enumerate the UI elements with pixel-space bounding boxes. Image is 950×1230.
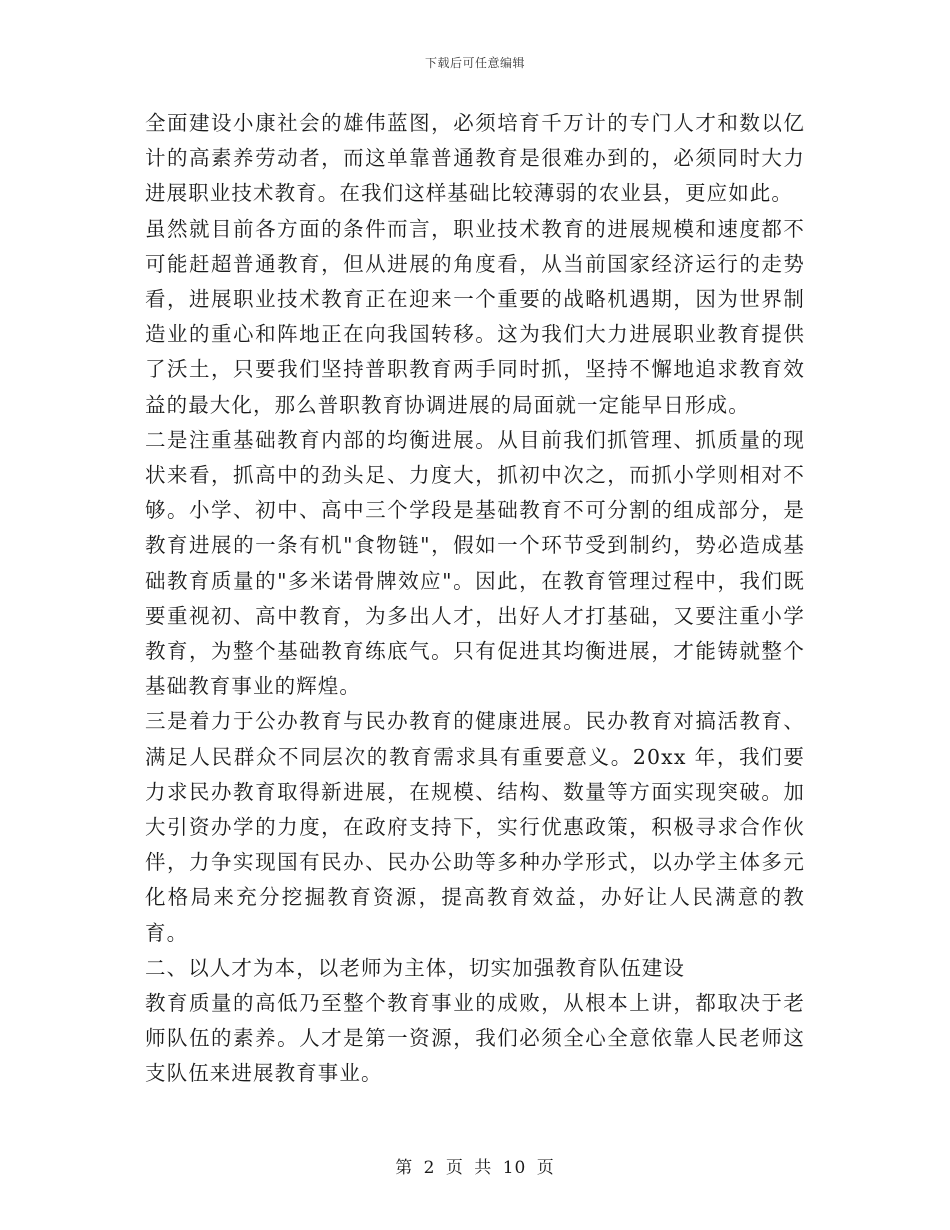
body-paragraph: 三是着力于公办教育与民办教育的健康进展。民办教育对搞活教育、满足人民群众不同层次的教育需求具有重要意义。20xx 年，我们要力求民办教育取得新进展，在规模、结构、数量等方面实现突破。加大引资办学的力度，在政府支持下，实行优惠政策，积极寻求合作伙伴，力争实现国有民办、民办公助等多种办学形式，以办学主体多元化格局来充分挖掘教育资源，提高教育效益，办好让人民满意的教育。 xyxy=(145,709,805,945)
header-note: 下载后可任意编辑 xyxy=(424,56,525,70)
document-body xyxy=(145,106,805,1092)
body-paragraph: 虽然就目前各方面的条件而言，职业技术教育的进展规模和速度都不可能赶超普通教育，但从进展的角度看，从当前国家经济运行的走势看，进展职业技术教育正在迎来一个重要的战略机遇期，因为世界制造业的重心和阵地正在向我国转移。这为我们大力进展职业教育提供了沃土，只要我们坚持普职教育两手同时抓，坚持不懈地追求教育效益的最大化，那么普职教育协调进展的局面就一定能早日形成。 xyxy=(145,216,805,417)
body-paragraph: 教育质量的高低乃至整个教育事业的成败，从根本上讲，都取决于老师队伍的素养。人才是第一资源，我们必须全心全意依靠人民老师这支队伍来进展教育事业。 xyxy=(145,991,805,1086)
body-paragraph: 二是注重基础教育内部的均衡进展。从目前我们抓管理、抓质量的现状来看，抓高中的劲头足、力度大，抓初中次之，而抓小学则相对不够。小学、初中、高中三个学段是基础教育不可分割的组成部分，是教育进展的一条有机"食物链"，假如一个环节受到制约，势必造成基础教育质量的"多米诺骨牌效应"。因此，在教育管理过程中，我们既要重视初、高中教育，为多出人才，出好人才打基础，又要注重小学教育，为整个基础教育练底气。只有促进其均衡进展，才能铸就整个基础教育事业的辉煌。 xyxy=(145,427,805,699)
section-heading: 二、以人才为本，以老师为主体，切实加强教育队伍建设 xyxy=(145,955,685,980)
body-paragraph: 全面建设小康社会的雄伟蓝图，必须培育千万计的专门人才和数以亿计的高素养劳动者，而这单靠普通教育是很难办到的，必须同时大力进展职业技术教育。在我们这样基础比较薄弱的农业县，更应如此。 xyxy=(145,111,805,206)
page-number: 第 2 页 共 10 页 xyxy=(395,1158,555,1178)
